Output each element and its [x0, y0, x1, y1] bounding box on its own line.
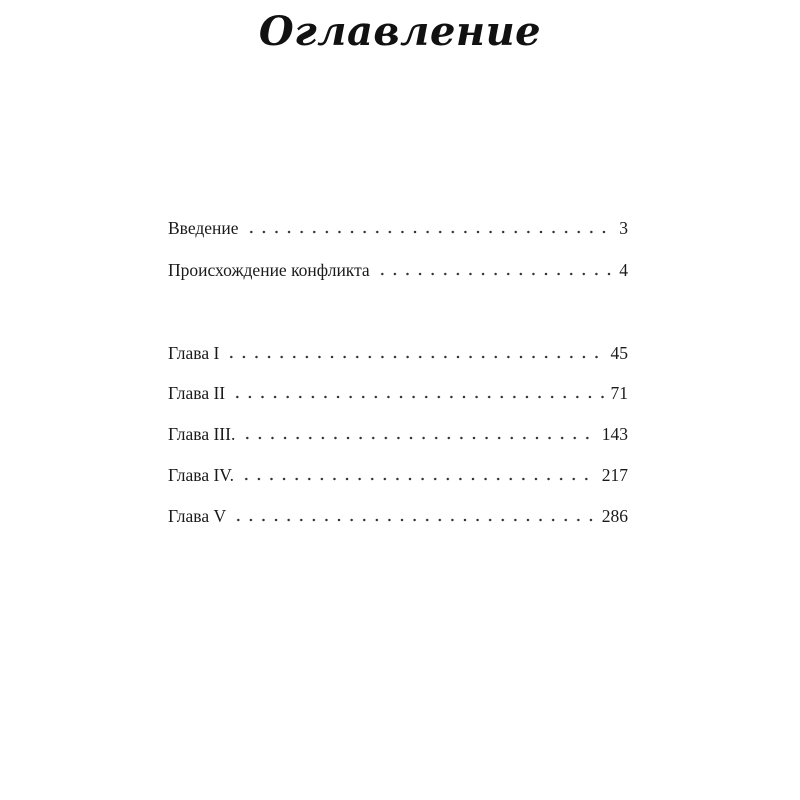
dot-leader: [245, 230, 614, 234]
toc-entry-page-number: 3: [619, 218, 628, 238]
toc-entry-page-number: 143: [601, 424, 628, 444]
page-title: Оглавление: [258, 8, 542, 55]
dot-leader: [225, 355, 604, 359]
toc-entry-label: Введение: [168, 218, 239, 238]
toc-entry-chapter-3: [168, 422, 628, 446]
toc-entry-page-number: 4: [619, 260, 628, 280]
toc-entry-label: Глава III.: [168, 424, 236, 444]
toc-entry-introduction: [168, 216, 628, 240]
toc-entry-page-number: 286: [601, 506, 628, 526]
toc-entry-chapter-2: [168, 381, 628, 405]
toc-entry-chapter-4: [168, 463, 628, 487]
dot-leader: [232, 518, 596, 522]
dot-leader: [231, 395, 604, 399]
toc-entry-page-number: 217: [601, 465, 628, 485]
toc-entry-page-number: 45: [610, 343, 628, 363]
toc-entry-label: Глава V: [168, 506, 227, 526]
toc-entry-chapter-1: [168, 341, 628, 365]
toc-entry-origin-of-conflict: [168, 258, 628, 282]
dot-leader: [241, 436, 595, 440]
toc-entry-label: Происхождение конфликта: [168, 260, 370, 280]
toc-entry-page-number: 71: [610, 383, 628, 403]
dot-leader: [240, 477, 596, 481]
toc-entry-label: Глава II: [168, 383, 226, 403]
toc-entry-label: Глава I: [168, 343, 220, 363]
toc-entry-label: Глава IV.: [168, 465, 235, 485]
dot-leader: [376, 272, 614, 276]
toc-entry-chapter-5: [168, 504, 628, 528]
